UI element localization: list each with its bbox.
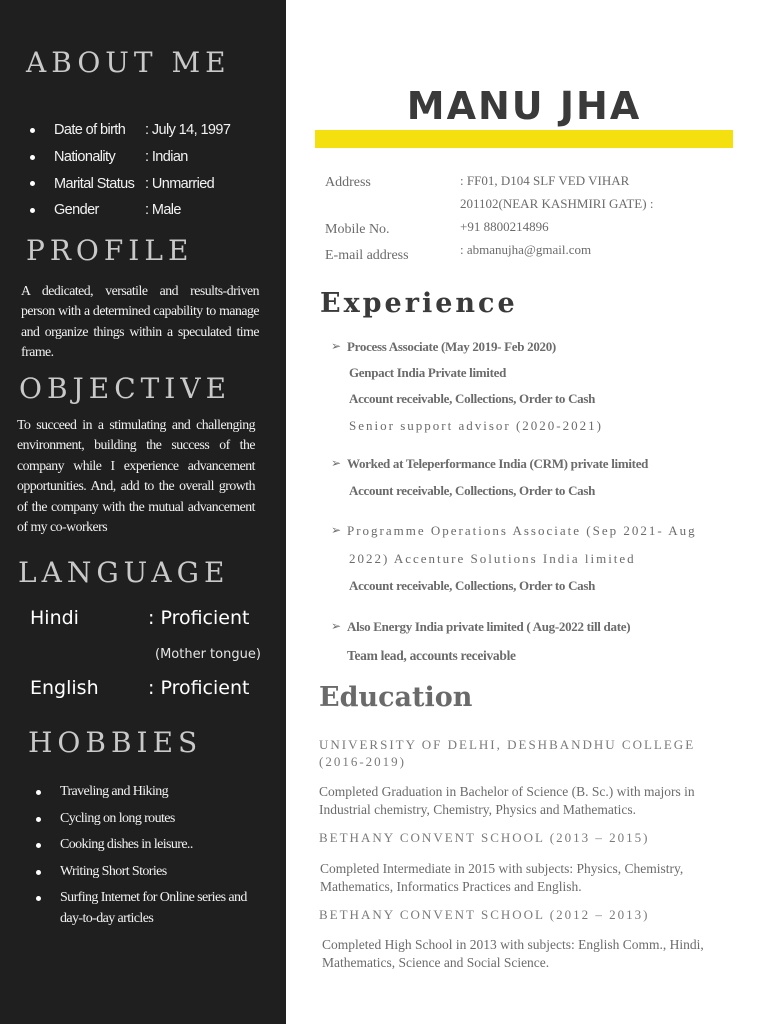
email-label: E-mail address bbox=[325, 248, 409, 263]
name-underline bbox=[315, 130, 733, 148]
education-description: Completed High School in 2013 with subjects: English Comm., Hindi, Mathematics, Science and Social Science. bbox=[322, 937, 704, 970]
bullet-icon bbox=[36, 896, 41, 901]
address-line-1: : FF01, D104 SLF VED VIHAR bbox=[460, 173, 630, 188]
profile-heading: PROFILE bbox=[26, 234, 194, 267]
education-description: Completed Intermediate in 2015 with subjects: Physics, Chemistry, Mathematics, Informatics Practices and English. bbox=[320, 861, 684, 894]
hobby-text: Cycling on long routes bbox=[60, 810, 175, 826]
hobby-item bbox=[36, 782, 256, 803]
job1-duties: Account receivable, Collections, Order to Cash bbox=[349, 391, 596, 406]
about-label: Date of birth bbox=[54, 122, 126, 139]
objective-text: To succeed in a stimulating and challenging environment, building the success of the company while I experience advancement opportunities. And, add to the overall growth of the company with the mutual advancement of my co-workers bbox=[17, 417, 255, 535]
hobby-list bbox=[36, 782, 256, 936]
about-me-heading: ABOUT ME bbox=[26, 46, 231, 79]
sidebar bbox=[0, 0, 286, 1024]
job1-role: Senior support advisor (2020-2021) bbox=[349, 418, 603, 433]
about-item-gender bbox=[30, 197, 230, 224]
about-label: Gender bbox=[54, 202, 99, 219]
hobby-text: Cooking dishes in leisure.. bbox=[60, 837, 193, 853]
language-name: Hindi bbox=[30, 607, 79, 629]
hobby-item bbox=[36, 835, 256, 856]
address-line-2: 201102(NEAR KASHMIRI GATE) : bbox=[460, 195, 654, 211]
arrow-bullet-icon: ➢ bbox=[331, 456, 342, 470]
education-description: Completed Graduation in Bachelor of Science (B. Sc.) with majors in Industrial chemistry, Chemistry, Physics and Mathematics. bbox=[319, 784, 695, 817]
about-value: : Male bbox=[145, 202, 181, 219]
mobile-label: Mobile No. bbox=[325, 222, 390, 237]
arrow-bullet-icon: ➢ bbox=[331, 619, 342, 633]
person-name: MANU JHA bbox=[406, 84, 642, 128]
bullet-icon bbox=[30, 155, 35, 160]
about-item-marital bbox=[30, 170, 230, 197]
hobby-item bbox=[36, 809, 256, 830]
hobbies-heading: HOBBIES bbox=[28, 726, 203, 759]
arrow-bullet-icon: ➢ bbox=[331, 339, 342, 353]
language-name: English bbox=[30, 677, 99, 699]
about-item-nationality bbox=[30, 144, 230, 171]
bullet-icon bbox=[30, 128, 35, 133]
experience-heading: Experience bbox=[320, 288, 518, 319]
hobby-item bbox=[36, 888, 256, 929]
bullet-icon bbox=[36, 790, 41, 795]
about-value: : Indian bbox=[145, 149, 188, 166]
about-list bbox=[30, 117, 230, 224]
about-item-dob bbox=[30, 117, 230, 144]
about-label: Nationality bbox=[54, 149, 116, 166]
hobby-item bbox=[36, 862, 256, 883]
about-label: Marital Status bbox=[54, 175, 135, 192]
email-value: : abmanujha@gmail.com bbox=[460, 242, 592, 257]
profile-text: A dedicated, versatile and results-driven person with a determined capability to manage and organize things within a speculated time frame. bbox=[21, 283, 259, 360]
job1-title: Process Associate (May 2019- Feb 2020) bbox=[347, 339, 556, 354]
job4-title: Also Energy India private limited ( Aug-2022 till date) bbox=[347, 619, 631, 634]
hobby-text: Traveling and Hiking bbox=[60, 784, 169, 799]
education-school: UNIVERSITY OF DELHI, DESHBANDHU COLLEGE (2016-2019) bbox=[319, 737, 696, 769]
bullet-icon bbox=[30, 181, 35, 186]
job4-role: Team lead, accounts receivable bbox=[347, 648, 516, 663]
about-value: : Unmarried bbox=[145, 175, 215, 192]
language-level: : Proficient bbox=[148, 677, 250, 699]
mobile-value: +91 8800214896 bbox=[460, 219, 549, 234]
objective-heading: OBJECTIVE bbox=[19, 372, 232, 405]
language-note: (Mother tongue) bbox=[155, 647, 261, 662]
language-level: : Proficient bbox=[148, 607, 250, 629]
job1-company: Genpact India Private limited bbox=[349, 365, 507, 380]
bullet-icon bbox=[36, 843, 41, 848]
job3-title-line2: 2022) Accenture Solutions India limited bbox=[349, 551, 636, 566]
language-heading: LANGUAGE bbox=[18, 556, 230, 589]
job3-duties: Account receivable, Collections, Order to Cash bbox=[349, 578, 596, 593]
address-value bbox=[460, 170, 700, 215]
bullet-icon bbox=[30, 208, 35, 213]
about-value: : July 14, 1997 bbox=[145, 122, 231, 139]
job2-duties: Account receivable, Collections, Order to Cash bbox=[349, 483, 596, 498]
education-school: BETHANY CONVENT SCHOOL (2013 – 2015) bbox=[319, 830, 650, 845]
education-heading: Education bbox=[319, 682, 473, 713]
job3-title-line1: Programme Operations Associate (Sep 2021- Aug bbox=[347, 523, 697, 538]
education-school: BETHANY CONVENT SCHOOL (2012 – 2013) bbox=[319, 907, 650, 922]
job2-title: Worked at Teleperformance India (CRM) private limited bbox=[347, 456, 649, 471]
bullet-icon bbox=[36, 817, 41, 822]
arrow-bullet-icon: ➢ bbox=[331, 523, 342, 537]
hobby-text: Surfing Internet for Online series and day-to-day articles bbox=[60, 890, 247, 926]
address-label: Address bbox=[325, 175, 371, 190]
hobby-text: Writing Short Stories bbox=[60, 863, 167, 879]
bullet-icon bbox=[36, 870, 41, 875]
